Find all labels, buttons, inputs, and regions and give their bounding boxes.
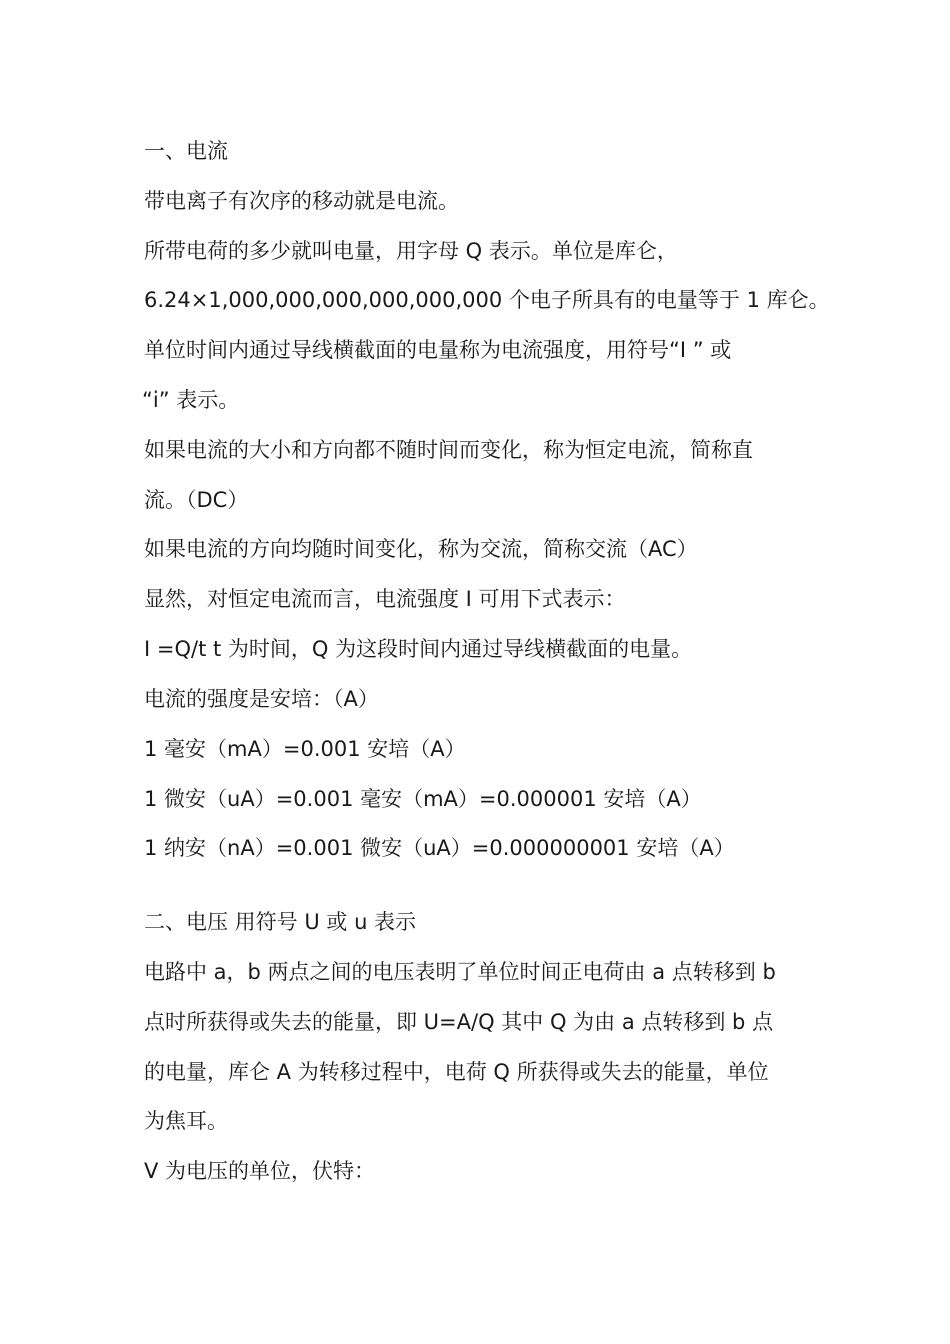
unit-conversion-line: 1 纳安（nA）=0.001 微安（uA）=0.000000001 安培（A） (144, 836, 735, 860)
formula-line: I =Q/t t 为时间，Q 为这段时间内通过导线横截面的电量。 (144, 637, 693, 661)
paragraph-line: 如果电流的大小和方向都不随时间而变化，称为恒定电流，简称直 (144, 438, 753, 462)
paragraph-line: 电路中 a，b 两点之间的电压表明了单位时间正电荷由 a 点转移到 b (144, 960, 776, 984)
paragraph-line: 点时所获得或失去的能量，即 U=A/Q 其中 Q 为由 a 点转移到 b 点 (144, 1010, 774, 1034)
paragraph-line: “i” 表示。 (142, 388, 240, 412)
unit-conversion-line: 1 毫安（mA）=0.001 安培（A） (144, 737, 466, 761)
section-heading-current: 一、电流 (144, 139, 228, 163)
section-heading-voltage: 二、电压 用符号 U 或 u 表示 (144, 910, 417, 934)
paragraph-line: 为焦耳。 (144, 1109, 228, 1133)
paragraph-line: 显然，对恒定电流而言，电流强度 I 可用下式表示： (144, 587, 626, 611)
paragraph-line: V 为电压的单位，伏特： (144, 1159, 376, 1183)
paragraph-line: 单位时间内通过导线横截面的电量称为电流强度，用符号“I ” 或 (144, 338, 732, 362)
paragraph-line: 带电离子有次序的移动就是电流。 (144, 189, 459, 213)
paragraph-line: 流。（DC） (144, 488, 249, 512)
paragraph-line: 所带电荷的多少就叫电量，用字母 Q 表示。单位是库仑， (144, 239, 678, 263)
paragraph-line: 的电量，库仑 A 为转移过程中，电荷 Q 所获得或失去的能量，单位 (144, 1060, 769, 1084)
unit-conversion-line: 1 微安（uA）=0.001 毫安（mA）=0.000001 安培（A） (144, 787, 702, 811)
paragraph-line: 电流的强度是安培：（A） (144, 687, 379, 711)
paragraph-line: 6.24×1,000,000,000,000,000,000 个电子所具有的电量等于 1 库仑。 (144, 288, 830, 312)
paragraph-line: 如果电流的方向均随时间变化，称为交流，简称交流（AC） (144, 537, 698, 561)
